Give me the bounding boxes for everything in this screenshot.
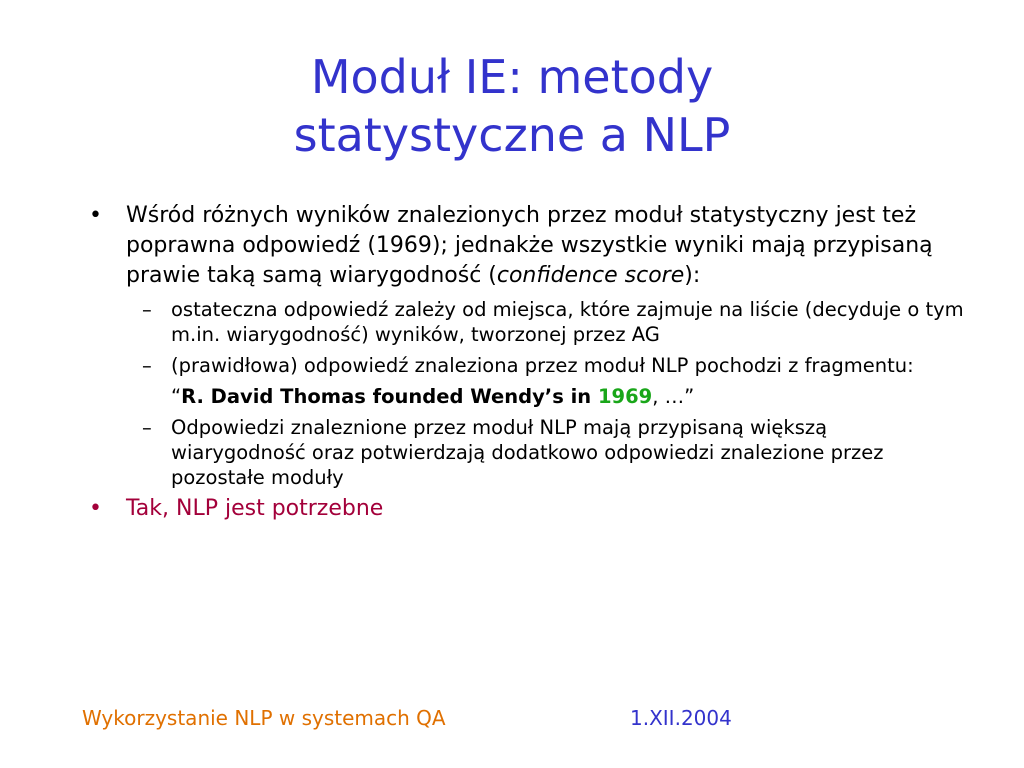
sub-item-2 — [86, 353, 966, 378]
quote-bold-text: R. David Thomas founded Wendy’s in — [181, 385, 598, 408]
bullet-marker: • — [89, 203, 102, 228]
bullet-marker: • — [89, 496, 102, 521]
sub-item-3 — [86, 415, 966, 490]
bullet-1-italic: confidence score — [496, 263, 685, 288]
dash-marker: – — [142, 416, 152, 439]
dash-marker: – — [142, 298, 152, 321]
sub-item-1 — [86, 297, 966, 347]
footer-date: 1.XII.2004 — [630, 706, 732, 730]
dash-marker: – — [142, 354, 152, 377]
quote-year: 1969 — [597, 385, 653, 408]
bullet-item-1 — [86, 201, 966, 291]
slide-title-line-2: statystyczne a NLP — [293, 108, 731, 162]
quote-line — [86, 384, 966, 409]
bullet-item-2 — [86, 494, 966, 524]
bullet-1-text-end: ): — [684, 263, 701, 288]
bullet-1-text: Wśród różnych wyników znalezionych przez moduł statystyczny jest też poprawna odpowiedź (1969); jednakże wszystkie wyniki mają przypisaną prawie taką samą wiarygodność ( — [126, 203, 933, 288]
slide-body — [86, 201, 966, 524]
bullet-2-text: Tak, NLP jest potrzebne — [126, 496, 384, 521]
sub-item-1-text: ostateczna odpowiedź zależy od miejsca, które zajmuje na liście (decyduje o tym m.in. wiarygodność) wyników, tworzonej przez AG — [171, 298, 964, 346]
sub-item-3-text: Odpowiedzi znaleznione przez moduł NLP mają przypisaną większą wiarygodność oraz potwierdzają dodatkowo odpowiedzi znalezione przez pozostałe moduły — [171, 416, 884, 489]
quote-open: “ — [171, 385, 182, 408]
slide-title-line-1: Moduł IE: metody — [310, 50, 714, 104]
slide-title — [0, 48, 1024, 164]
sub-item-2-text: (prawidłowa) odpowiedź znaleziona przez moduł NLP pochodzi z fragmentu: — [171, 354, 914, 377]
footer-title: Wykorzystanie NLP w systemach QA — [82, 706, 446, 730]
quote-rest: , …” — [652, 385, 695, 408]
